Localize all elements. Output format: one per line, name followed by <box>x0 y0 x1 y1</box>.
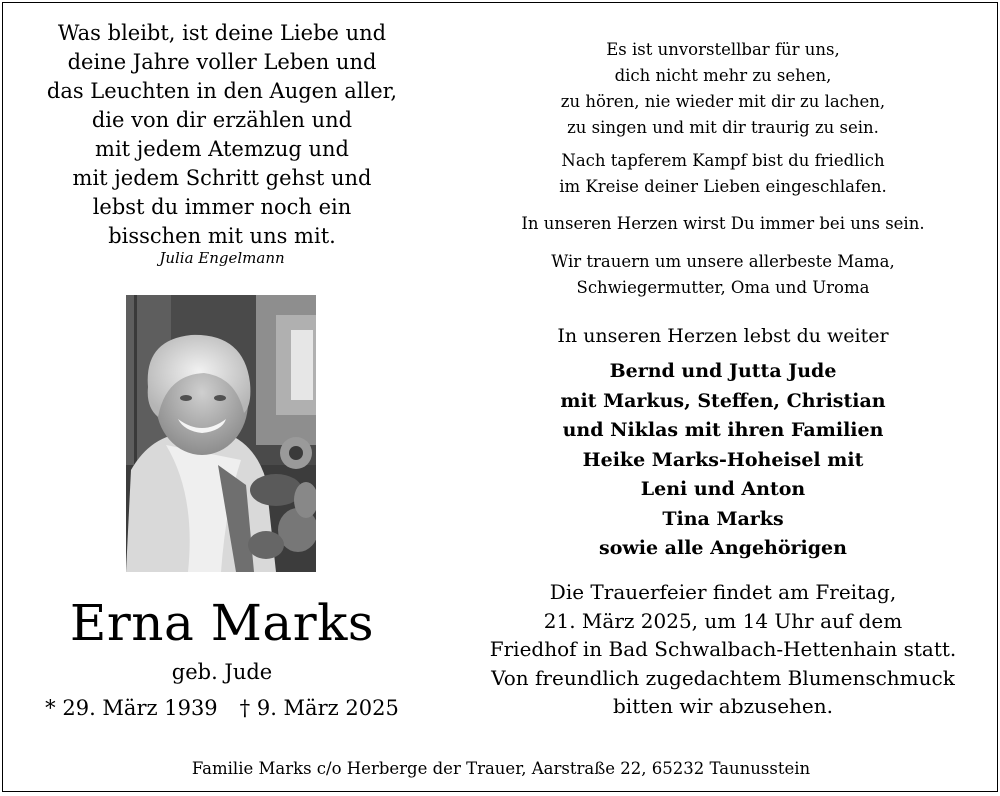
intro-line: zu singen und mit dir traurig zu sein. <box>567 118 879 137</box>
ceremony-line: Von freundlich zugedachtem Blumenschmuck <box>491 665 955 690</box>
poem-author: Julia Engelmann <box>159 249 285 267</box>
poem-line: bisschen mit uns mit. <box>108 224 336 248</box>
ceremony-info <box>473 578 973 721</box>
mourning-text <box>473 249 973 301</box>
ceremony-line: bitten wir abzusehen. <box>613 694 833 718</box>
poem-line: das Leuchten in den Augen aller, <box>46 79 398 103</box>
family-member: und Niklas mit ihren Familien <box>562 419 884 441</box>
intro-line: dich nicht mehr zu sehen, <box>614 66 832 85</box>
mourning-line: Wir trauern um unsere allerbeste Mama, <box>551 252 895 271</box>
poem-line: mit jedem Atemzug und <box>95 137 349 161</box>
intro-line: Es ist unvorstellbar für uns, <box>606 40 840 59</box>
hearts-line: In unseren Herzen wirst Du immer bei uns sein. <box>521 214 925 233</box>
family-member: Tina Marks <box>662 507 784 530</box>
ceremony-line: Friedhof in Bad Schwalbach-Hettenhain statt. <box>489 637 957 661</box>
intro-line: zu hören, nie wieder mit dir zu lachen, <box>560 92 886 111</box>
hearts-text <box>473 211 973 237</box>
deceased-name: Erna Marks <box>69 594 375 652</box>
ceremony-line: Die Trauerfeier findet am Freitag, <box>549 580 897 604</box>
poem-line: lebst du immer noch ein <box>92 195 352 219</box>
portrait-photo <box>126 295 316 572</box>
poem-line: die von dir erzählen und <box>91 108 353 132</box>
family-member: Bernd und Jutta Jude <box>609 360 837 382</box>
obituary-notice <box>2 2 998 792</box>
death-date: † 9. März 2025 <box>239 696 399 720</box>
life-dates <box>27 696 417 720</box>
poem-line: Was bleibt, ist deine Liebe und <box>57 21 387 45</box>
portrait-photo-icon <box>126 295 316 572</box>
poem-line: deine Jahre voller Leben und <box>67 50 377 74</box>
intro-text <box>473 37 973 141</box>
passing-line: Nach tapferem Kampf bist du friedlich <box>561 151 885 170</box>
family-member: mit Markus, Steffen, Christian <box>560 389 886 412</box>
ceremony-line: 21. März 2025, um 14 Uhr auf dem <box>543 608 903 633</box>
passing-line: im Kreise deiner Lieben eingeschlafen. <box>559 177 887 196</box>
birth-date: * 29. März 1939 <box>45 696 218 720</box>
contact-address: Familie Marks c/o Herberge der Trauer, Aarstraße 22, 65232 Taunusstein <box>191 759 811 778</box>
family-member: Heike Marks-Hoheisel mit <box>582 448 864 471</box>
passing-text <box>473 148 973 200</box>
family-list <box>473 357 973 564</box>
maiden-name: geb. Jude <box>171 660 273 684</box>
family-member: Leni und Anton <box>640 478 806 500</box>
mourning-line: Schwiegermutter, Oma und Uroma <box>576 278 870 297</box>
family-member: sowie alle Angehörigen <box>599 537 847 559</box>
family-title: In unseren Herzen lebst du weiter <box>557 325 889 347</box>
poem-line: mit jedem Schritt gehst und <box>72 166 372 190</box>
poem <box>27 19 417 251</box>
